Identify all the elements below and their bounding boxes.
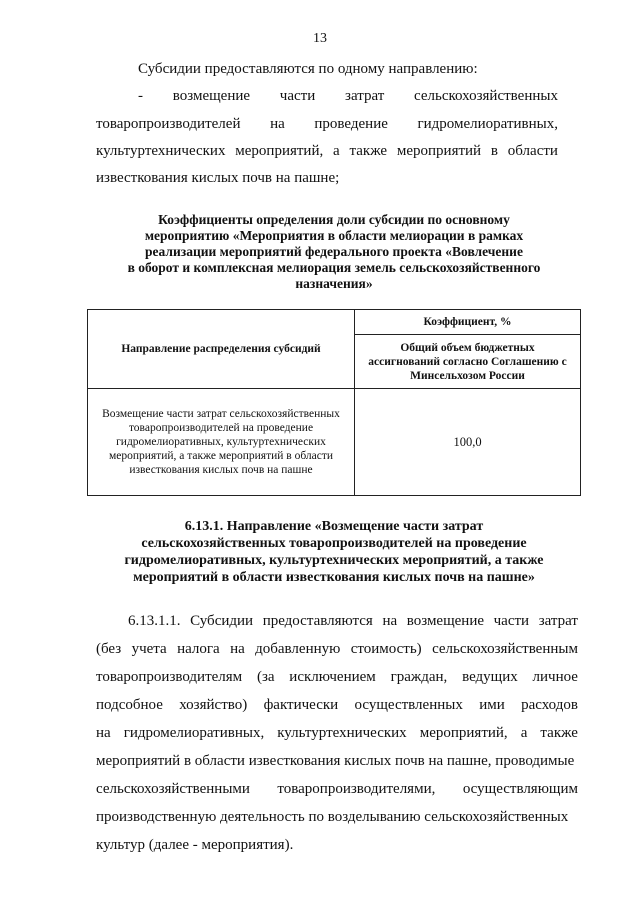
page-number: 13 — [313, 31, 327, 46]
word: культуртехнических — [277, 725, 407, 741]
word: мероприятий, — [235, 143, 324, 159]
body-line — [96, 809, 578, 826]
bullet-cont-line — [96, 143, 558, 160]
word: также — [540, 725, 578, 741]
word: мероприятий — [396, 143, 482, 159]
word: также — [349, 143, 388, 159]
word: известкования кислых почв на пашне; — [96, 170, 340, 186]
word: на — [230, 641, 245, 657]
intro-text: Субсидии предоставляются по одному направлению: — [138, 61, 478, 77]
word: на — [96, 725, 111, 741]
word: а — [333, 143, 340, 159]
word: культур (далее - мероприятия). — [96, 837, 294, 853]
body-line — [128, 613, 578, 630]
word: товаропроизводителей — [96, 116, 241, 132]
word: (за — [256, 669, 275, 685]
bullet-word: части — [279, 88, 316, 104]
word: сельскохозяйственными — [96, 781, 250, 797]
word: в — [490, 143, 498, 159]
word: 6.13.1.1. — [128, 613, 181, 629]
word: ими — [479, 697, 505, 713]
word: осуществляющим — [462, 781, 578, 797]
bullet-word: сельскохозяйственных — [414, 88, 558, 104]
word: мероприятий в области известкования кислых почв на пашне, проводимые — [96, 753, 575, 769]
word: добавленную — [255, 641, 341, 657]
word: Субсидии — [190, 613, 254, 629]
section-heading — [96, 518, 572, 586]
col-subheader-budget: Общий объем бюджетных ассигнований согласно Соглашению с Минсельхозом России — [355, 335, 581, 389]
body-line — [96, 781, 578, 798]
bullet-dash: - — [138, 88, 143, 104]
word: производственную деятельность по возделыванию сельскохозяйственных — [96, 809, 569, 825]
body-line — [96, 837, 578, 854]
word: части — [493, 613, 530, 629]
body-line — [96, 753, 578, 770]
word: на — [382, 613, 398, 629]
word: товаропроизводителями, — [277, 781, 436, 797]
heading-line: мероприятию «Мероприятия в области мелиорации в рамках — [144, 228, 524, 243]
body-line — [96, 669, 578, 686]
bullet-line — [138, 88, 558, 105]
word: культуртехнических — [96, 143, 226, 159]
word: подсобное — [96, 697, 163, 713]
word: а — [520, 725, 528, 741]
word: возмещение — [406, 613, 485, 629]
word: учета — [131, 641, 167, 657]
word: личное — [532, 669, 578, 685]
body-line — [96, 697, 578, 714]
heading-line: 6.13.1. Направление «Возмещение части затрат — [184, 519, 484, 534]
bullet-word: возмещение — [172, 88, 251, 104]
word: ведущих — [462, 669, 518, 685]
row-label: Возмещение части затрат сельскохозяйственных товаропроизводителей на проведение гидромелиоративных, культуртехнических мероприятий, а также мероприятий в области известкования кислых почв на пашне — [88, 389, 355, 496]
word: расходов — [521, 697, 578, 713]
body-line — [96, 725, 578, 742]
heading-line: Коэффициенты определения доли субсидии по основному — [158, 212, 510, 227]
word: фактически — [263, 697, 339, 713]
heading-line: мероприятий в области известкования кислых почв на пашне» — [133, 570, 535, 585]
word: налога — [177, 641, 220, 657]
word: области — [507, 143, 558, 159]
col-header-direction: Направление распределения субсидий — [88, 310, 355, 389]
word: сельскохозяйственным — [432, 641, 578, 657]
heading-line: реализации мероприятий федерального проекта «Вовлечение — [145, 244, 523, 259]
word: товаропроизводителям — [96, 669, 243, 685]
word: осуществленных — [354, 697, 463, 713]
coefficient-table — [87, 309, 581, 496]
bullet-cont-line — [96, 116, 558, 133]
table-row — [88, 389, 581, 496]
word: гидромелиоративных, — [123, 725, 265, 741]
word: предоставляются — [262, 613, 373, 629]
word: проведение — [314, 116, 388, 132]
word: гидромелиоративных, — [417, 116, 558, 132]
word: на — [270, 116, 285, 132]
table-heading — [96, 212, 572, 292]
word: мероприятий, — [419, 725, 508, 741]
bullet-word: затрат — [345, 88, 385, 104]
heading-line: сельскохозяйственных товаропроизводителей на проведение — [141, 536, 527, 551]
row-value: 100,0 — [355, 389, 581, 496]
word: хозяйство) — [179, 697, 248, 713]
word: (без — [96, 641, 122, 657]
bullet-cont-line — [96, 170, 558, 187]
heading-line: назначения» — [295, 276, 373, 291]
heading-line: гидромелиоративных, культуртехнических мероприятий, а также — [124, 553, 544, 568]
word: затрат — [538, 613, 578, 629]
heading-line: в оборот и комплексная мелиорация земель сельскохозяйственного — [127, 260, 541, 275]
body-line — [96, 641, 578, 658]
word: стоимость) — [350, 641, 422, 657]
word: граждан, — [390, 669, 448, 685]
col-header-coefficient: Коэффициент, % — [355, 310, 581, 335]
word: исключением — [289, 669, 376, 685]
